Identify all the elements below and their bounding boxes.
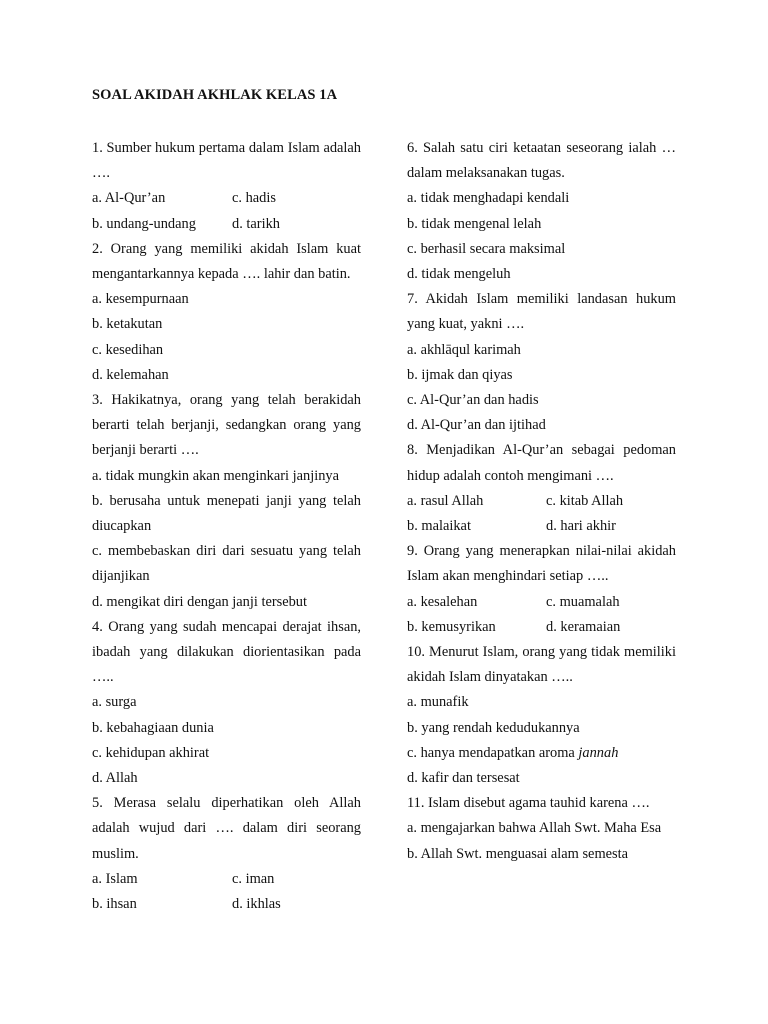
question-4 bbox=[92, 615, 361, 791]
option-d: d. mengikat diri dengan janji tersebut bbox=[92, 593, 308, 610]
option-d: d. tidak mengeluh bbox=[407, 266, 511, 283]
option-b: b. yang rendah kedudukannya bbox=[407, 719, 580, 736]
question-stem: 11. Islam disebut agama tauhid karena …. bbox=[407, 795, 650, 812]
option-c: c. muamalah bbox=[546, 593, 620, 610]
option-d: d. hari akhir bbox=[546, 518, 616, 535]
option-c-text: c. hanya mendapatkan aroma bbox=[407, 744, 575, 761]
option-d: d. ikhlas bbox=[232, 896, 281, 913]
option-b: b. berusaha untuk menepati janji yang telah diucapkan bbox=[92, 492, 361, 535]
option-row bbox=[407, 514, 676, 539]
option-c: c. iman bbox=[232, 870, 275, 887]
page-title: SOAL AKIDAH AKHLAK KELAS 1A bbox=[92, 87, 338, 103]
option-c: c. membebaskan diri dari sesuatu yang telah dijanjikan bbox=[92, 543, 361, 585]
question-3 bbox=[92, 388, 361, 615]
option-row bbox=[407, 489, 676, 514]
option-row bbox=[407, 590, 676, 615]
option-a: a. rasul Allah bbox=[407, 492, 484, 509]
option-c bbox=[407, 741, 676, 766]
option-a: a. tidak menghadapi kendali bbox=[407, 190, 570, 207]
question-7 bbox=[407, 287, 676, 438]
option-a: a. kesalehan bbox=[407, 593, 478, 610]
option-c: c. kehidupan akhirat bbox=[92, 744, 210, 761]
question-stem: 8. Menjadikan Al-Qur’an sebagai pedoman hidup adalah contoh mengimani …. bbox=[407, 442, 676, 484]
question-stem: 9. Orang yang menerapkan nilai-nilai akidah Islam akan menghindari setiap ….. bbox=[407, 543, 676, 585]
option-d: d. Al-Qur’an dan ijtihad bbox=[407, 417, 546, 434]
option-a: a. tidak mungkin akan menginkari janjinya bbox=[92, 467, 339, 484]
option-a: a. surga bbox=[92, 694, 137, 711]
option-c: c. Al-Qur’an dan hadis bbox=[407, 392, 539, 409]
option-a: a. munafik bbox=[407, 694, 469, 711]
question-2 bbox=[92, 237, 361, 388]
option-d: d. Allah bbox=[92, 770, 138, 787]
option-a: a. Al-Qur’an bbox=[92, 190, 166, 207]
question-stem: 10. Menurut Islam, orang yang tidak memiliki akidah Islam dinyatakan ….. bbox=[407, 644, 676, 686]
option-a: a. Islam bbox=[92, 870, 138, 887]
option-d: d. kafir dan tersesat bbox=[407, 770, 520, 787]
right-column bbox=[407, 136, 676, 867]
question-11 bbox=[407, 791, 676, 867]
option-b: b. Allah Swt. menguasai alam semesta bbox=[407, 845, 629, 862]
question-stem: 5. Merasa selalu diperhatikan oleh Allah adalah wujud dari …. dalam diri seorang muslim. bbox=[92, 795, 361, 862]
option-d: d. tarikh bbox=[232, 215, 280, 232]
option-c-italic: jannah bbox=[578, 744, 619, 761]
question-5 bbox=[92, 791, 361, 917]
option-c: c. kesedihan bbox=[92, 341, 164, 358]
question-stem: 1. Sumber hukum pertama dalam Islam adalah …. bbox=[92, 140, 361, 182]
question-stem: 6. Salah satu ciri ketaatan seseorang ialah … dalam melaksanakan tugas. bbox=[407, 140, 676, 182]
option-b: b. undang-undang bbox=[92, 215, 196, 232]
option-d: d. keramaian bbox=[546, 618, 621, 635]
question-10 bbox=[407, 640, 676, 791]
option-b: b. ketakutan bbox=[92, 316, 163, 333]
option-c: c. berhasil secara maksimal bbox=[407, 240, 566, 257]
option-c: c. hadis bbox=[232, 190, 276, 207]
option-b: b. kebahagiaan dunia bbox=[92, 719, 214, 736]
option-b: b. ihsan bbox=[92, 896, 137, 913]
option-row bbox=[92, 186, 361, 211]
option-a: a. mengajarkan bahwa Allah Swt. Maha Esa bbox=[407, 820, 662, 837]
option-d: d. kelemahan bbox=[92, 366, 169, 383]
left-column bbox=[92, 136, 361, 917]
option-a: a. kesempurnaan bbox=[92, 291, 189, 308]
option-row bbox=[92, 867, 361, 892]
question-6 bbox=[407, 136, 676, 287]
question-9 bbox=[407, 539, 676, 640]
option-b: b. tidak mengenal lelah bbox=[407, 215, 542, 232]
question-8 bbox=[407, 438, 676, 539]
question-stem: 3. Hakikatnya, orang yang telah berakidah berarti telah berjanji, sedangkan orang yang berjanji berarti …. bbox=[92, 392, 361, 459]
question-1 bbox=[92, 136, 361, 237]
option-b: b. malaikat bbox=[407, 518, 471, 535]
option-row bbox=[92, 212, 361, 237]
option-b: b. ijmak dan qiyas bbox=[407, 366, 513, 383]
question-stem: 4. Orang yang sudah mencapai derajat ihsan, ibadah yang dilakukan diorientasikan pada ….. bbox=[92, 618, 361, 686]
question-stem: 2. Orang yang memiliki akidah Islam kuat mengantarkannya kepada …. lahir dan batin. bbox=[92, 240, 361, 283]
option-row bbox=[92, 892, 361, 917]
option-a: a. akhlāqul karimah bbox=[407, 341, 521, 358]
question-stem: 7. Akidah Islam memiliki landasan hukum yang kuat, yakni …. bbox=[407, 291, 676, 333]
option-c: c. kitab Allah bbox=[546, 492, 624, 509]
option-row bbox=[407, 615, 676, 640]
option-b: b. kemusyrikan bbox=[407, 618, 496, 635]
